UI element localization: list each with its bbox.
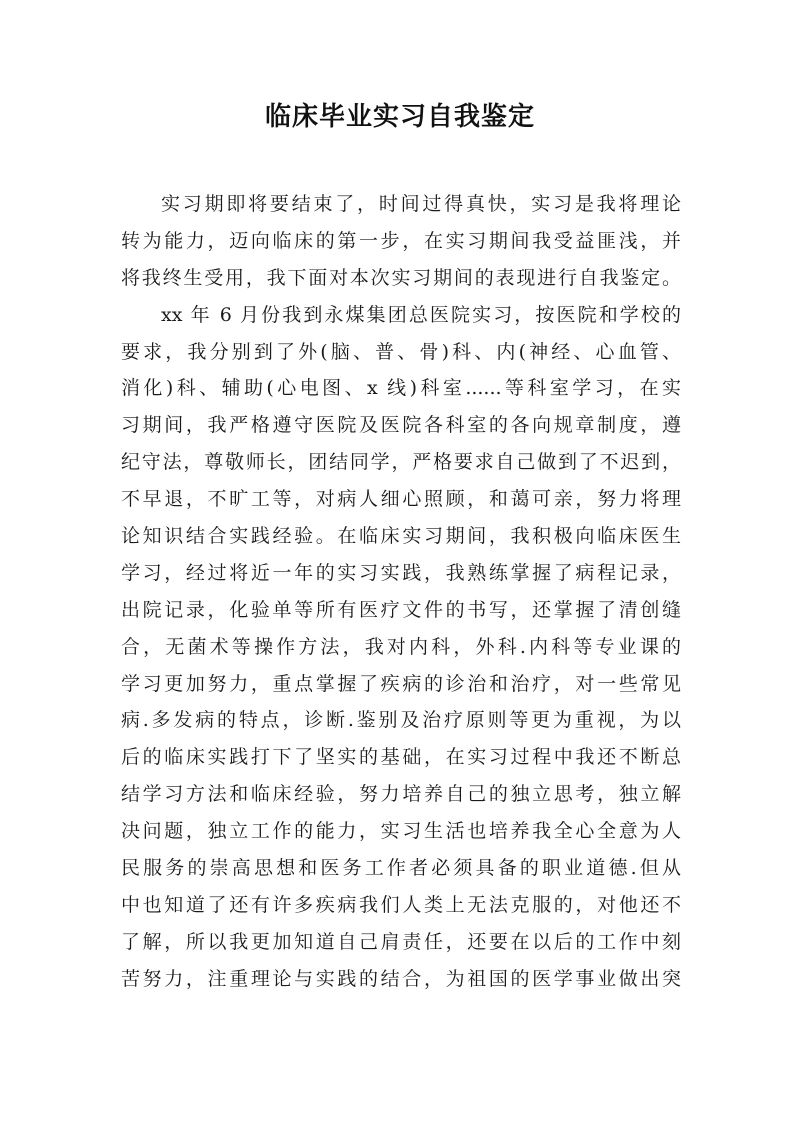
text-line: 实习期即将要结束了，时间过得真快，实习是我将理论 (161, 193, 681, 215)
page-title: 临床毕业实习自我鉴定 (264, 102, 535, 132)
text-line: 将我终生受用，我下面对本次实习期间的表现进行自我鉴定。 (121, 266, 681, 289)
text-line: xx 年 6 月份我到永煤集团总医院实习，按医院和学校的 (161, 303, 681, 326)
text-line: 后的临床实践打下了坚实的基础，在实习过程中我还不断总 (121, 746, 681, 769)
text-line: 习期间，我严格遵守医院及医院各科室的各向规章制度，遵 (121, 414, 681, 437)
text-line: 民服务的崇高思想和医务工作者必须具备的职业道德.但从 (121, 857, 681, 880)
text-line: 学习更加努力，重点掌握了疾病的诊治和治疗，对一些常见 (121, 672, 681, 695)
text-line: 论知识结合实践经验。在临床实习期间，我积极向临床医生 (121, 525, 681, 548)
text-line: 学习，经过将近一年的实习实践，我熟练掌握了病程记录， (121, 561, 681, 584)
paragraph-1 (121, 186, 681, 297)
text-line: 合，无菌术等操作方法，我对内科，外科.内科等专业课的 (121, 635, 681, 658)
text-line: 转为能力，迈向临床的第一步，在实习期间我受益匪浅，并 (121, 229, 681, 252)
text-line: 苦努力，注重理论与实践的结合，为祖国的医学事业做出突 (121, 967, 681, 990)
text-line: 要求，我分别到了外(脑、普、骨)科、内(神经、心血管、 (121, 340, 681, 363)
text-line: 病.多发病的特点，诊断.鉴别及治疗原则等更为重视，为以 (121, 709, 681, 732)
text-line: 了解，所以我更加知道自己肩责任，还要在以后的工作中刻 (121, 930, 681, 953)
paragraph-2 (121, 297, 681, 998)
text-line: 纪守法，尊敬师长，团结同学，严格要求自己做到了不迟到， (121, 451, 681, 474)
text-line: 结学习方法和临床经验，努力培养自己的独立思考，独立解 (121, 783, 681, 806)
text-line: 消化)科、辅助(心电图、x 线)科室......等科室学习，在实 (121, 377, 681, 400)
text-line: 出院记录，化验单等所有医疗文件的书写，还掌握了清创缝 (121, 598, 681, 621)
text-line: 不早退，不旷工等，对病人细心照顾，和蔼可亲，努力将理 (121, 488, 681, 511)
document-body (121, 186, 681, 998)
text-line: 中也知道了还有许多疾病我们人类上无法克服的，对他还不 (121, 893, 681, 916)
text-line: 决问题，独立工作的能力，实习生活也培养我全心全意为人 (121, 820, 681, 843)
